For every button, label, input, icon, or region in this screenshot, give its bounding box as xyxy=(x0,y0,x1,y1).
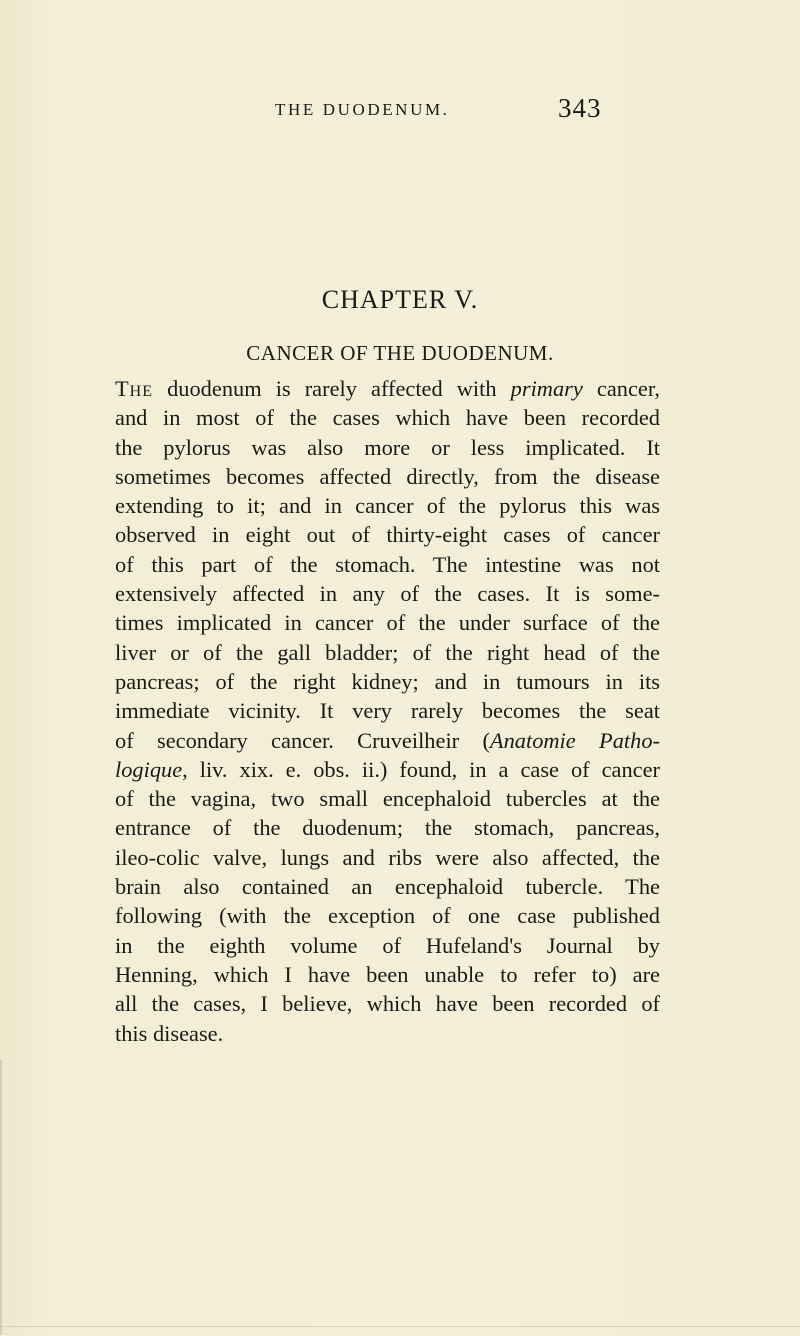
text-line xyxy=(115,667,660,696)
text-run: of secondary cancer. Cruveilheir ( xyxy=(115,727,490,753)
text-italic: logique xyxy=(115,756,183,782)
text-line xyxy=(115,608,660,637)
text-line xyxy=(115,491,660,520)
text-run: of the vagina, two small encephaloid tubercles at the xyxy=(115,786,660,812)
text-line xyxy=(115,784,660,813)
text-line xyxy=(115,696,660,725)
text-run: of this part of the stomach. The intestine was not xyxy=(115,551,660,577)
text-line xyxy=(115,462,660,491)
text-run: all the cases, I believe, which have been recorded of xyxy=(115,991,660,1017)
text-line xyxy=(115,520,660,549)
text-run: sometimes becomes affected directly, from the disease xyxy=(115,463,660,489)
text-run: this disease. xyxy=(115,1020,224,1046)
text-run: , liv. xix. e. obs. ii.) found, in a case of cancer xyxy=(182,756,660,782)
text-run: duodenum is rarely affected with xyxy=(153,376,511,401)
text-run: following (with the exception of one case published xyxy=(115,903,660,929)
text-run: extensively affected in any of the cases. It is some- xyxy=(115,581,660,607)
text-run: the pylorus was also more or less implicated. It xyxy=(115,434,660,460)
text-run: immediate vicinity. It very rarely becomes the seat xyxy=(115,698,660,724)
text-run: observed in eight out of thirty-eight cases of cancer xyxy=(115,522,660,548)
text-line xyxy=(115,843,660,872)
text-line xyxy=(115,960,660,989)
text-run: liver or of the gall bladder; of the right head of the xyxy=(115,639,660,665)
running-head: THE DUODENUM. xyxy=(275,100,450,119)
text-line xyxy=(115,813,660,842)
text-run: ileo-colic valve, lungs and ribs were also affected, the xyxy=(115,844,660,870)
text-line xyxy=(115,433,660,462)
section-title: CANCER OF THE DUODENUM. xyxy=(246,341,554,365)
page-number: 343 xyxy=(558,93,602,123)
text-run: cancer, xyxy=(582,376,660,401)
text-line xyxy=(115,579,660,608)
text-line xyxy=(115,755,660,784)
text-run: Henning, which I have been unable to refer to) are xyxy=(115,961,660,987)
text-run: in the eighth volume of Hufeland's Journal by xyxy=(115,932,660,958)
body-paragraph xyxy=(115,374,660,1048)
text-italic: Anatomie Patho- xyxy=(489,727,660,753)
text-line xyxy=(115,550,660,579)
text-line xyxy=(115,1019,660,1048)
text-run: and in most of the cases which have been recorded xyxy=(115,405,660,431)
chapter-title: CHAPTER V. xyxy=(321,285,479,314)
text-run: extending to it; and in cancer of the pylorus this was xyxy=(115,493,660,519)
text-run: pancreas; of the right kidney; and in tumours in its xyxy=(115,668,660,694)
text-italic: primary xyxy=(510,376,583,401)
text-line xyxy=(115,726,660,755)
text-run: entrance of the duodenum; the stomach, pancreas, xyxy=(115,815,660,841)
text-line xyxy=(115,901,660,930)
text-line xyxy=(115,403,660,432)
text-lead-smallcaps: The xyxy=(115,376,154,401)
text-run: brain also contained an encephaloid tubercle. The xyxy=(115,874,660,900)
text-line xyxy=(115,638,660,667)
binding-edge xyxy=(0,1060,16,1335)
text-run: times implicated in cancer of the under surface of the xyxy=(115,610,660,636)
text-line xyxy=(115,989,660,1018)
text-line xyxy=(115,931,660,960)
text-line xyxy=(115,374,660,403)
text-line xyxy=(115,872,660,901)
